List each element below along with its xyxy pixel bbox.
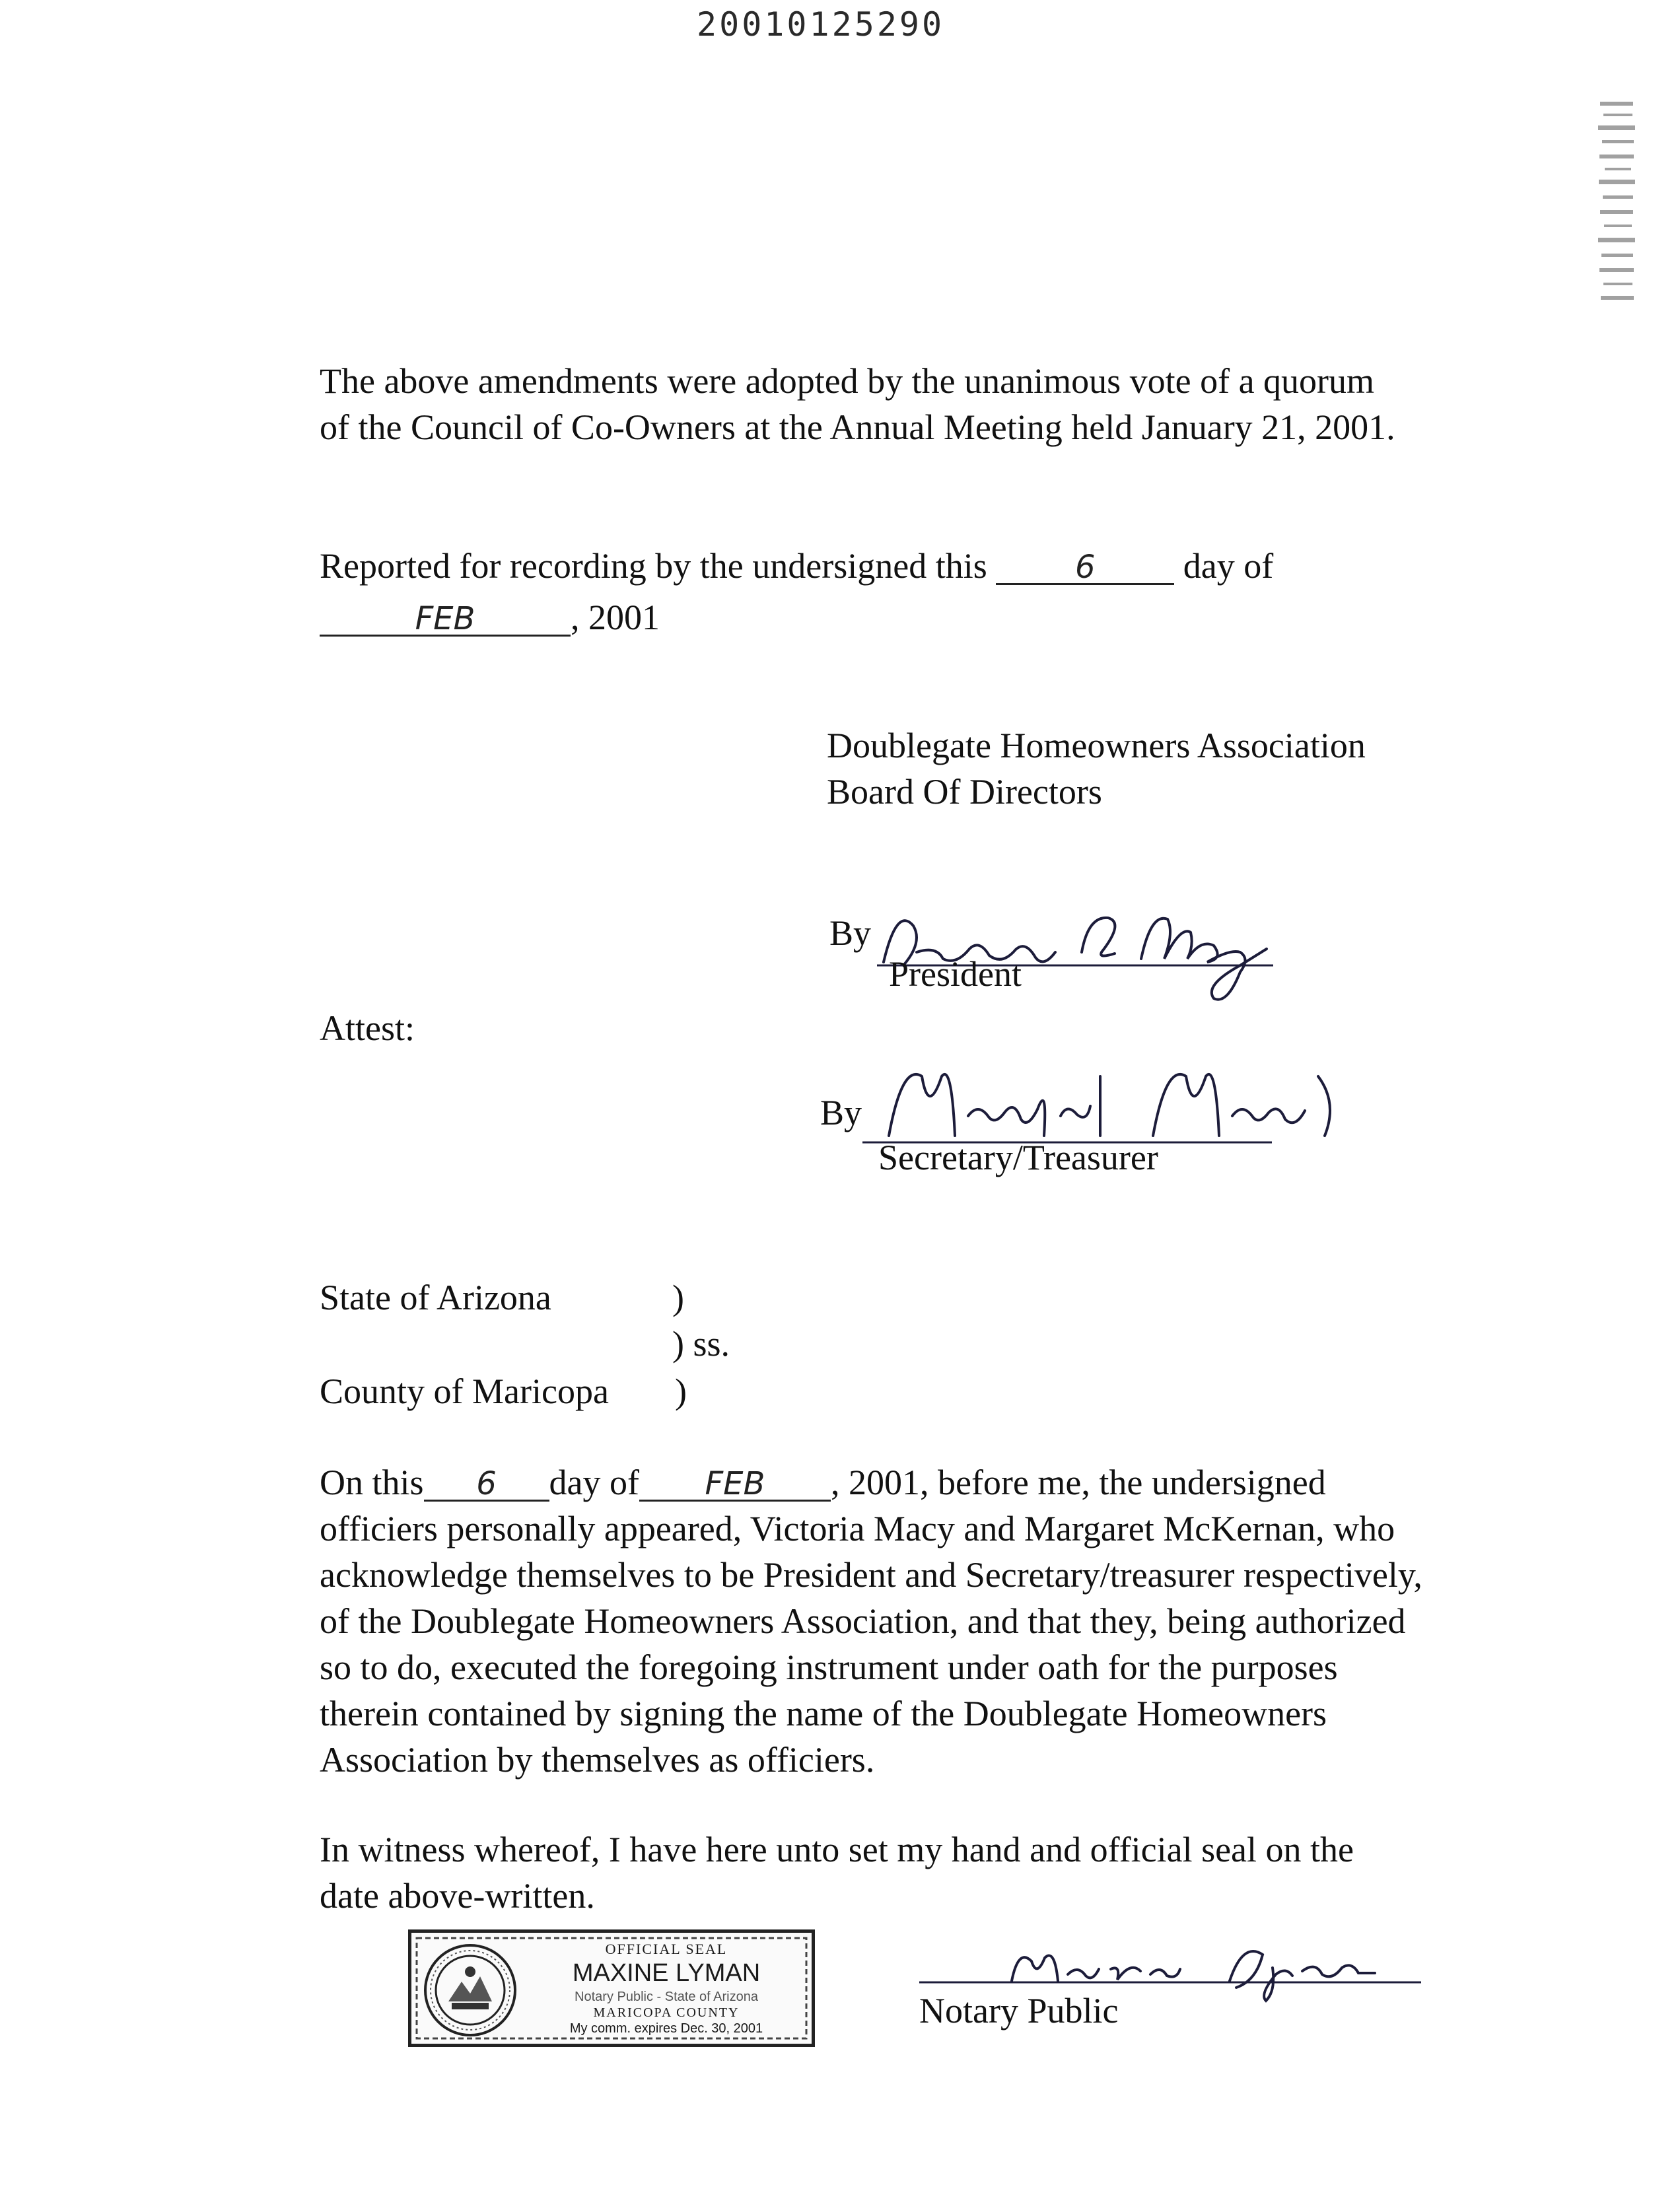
recording-line-1 <box>320 543 1273 589</box>
recording-year: , 2001 <box>571 598 660 637</box>
notary-title: Notary Public <box>919 1991 1119 2031</box>
state-label: State of Arizona <box>320 1278 551 1317</box>
seal-state-line: Notary Public - State of Arizona <box>575 1990 758 2004</box>
acknowledgment-line-4: of the Doublegate Homeowners Association, and that they, being authorized <box>320 1601 1406 1641</box>
seal-expiration-line: My comm. expires Dec. 30, 2001 <box>569 2021 763 2036</box>
ack-line-1-rest: , 2001, before me, the undersigned <box>830 1463 1326 1502</box>
acknowledgment-line-3: acknowledge themselves to be President and Secretary/treasurer respectively, <box>320 1555 1422 1595</box>
ack-month-field: FEB <box>639 1468 831 1502</box>
organization-body: Board Of Directors <box>827 772 1102 812</box>
witness-line-1: In witness whereof, I have here unto set my hand and official seal on the <box>320 1830 1354 1869</box>
seal-county-line: MARICOPA COUNTY <box>593 2005 740 2020</box>
attest-label: Attest: <box>320 1008 415 1048</box>
document-number: 20010125290 <box>697 5 945 44</box>
resolution-line-2: of the Council of Co-Owners at the Annual Meeting held January 21, 2001. <box>320 407 1395 447</box>
secretary-by-label: By <box>820 1093 862 1132</box>
acknowledgment-line-5: so to do, executed the foregoing instrument under oath for the purposes <box>320 1648 1338 1687</box>
ack-day-of: day of <box>549 1463 639 1502</box>
ack-on-this: On this <box>320 1463 424 1502</box>
state-paren: ) <box>672 1278 684 1317</box>
recording-day-suffix: day of <box>1183 546 1274 586</box>
recording-line-2 <box>320 594 660 641</box>
president-title: President <box>889 954 1022 994</box>
organization-name: Doublegate Homeowners Association <box>827 726 1366 765</box>
seal-heading: OFFICIAL SEAL <box>605 1941 728 1957</box>
notary-seal-stamp <box>408 1929 815 2047</box>
acknowledgment-line-1 <box>320 1459 1326 1506</box>
recording-day-field: 6 <box>996 551 1174 585</box>
scan-margin-noise <box>1597 99 1643 310</box>
recording-month-field: FEB <box>320 603 571 637</box>
president-by-label: By <box>829 913 872 953</box>
acknowledgment-line-2: officiers personally appeared, Victoria Macy and Margaret McKernan, who <box>320 1509 1395 1548</box>
ack-day-field: 6 <box>424 1468 549 1502</box>
recording-prefix: Reported for recording by the undersigned this <box>320 546 987 586</box>
witness-line-2: date above-written. <box>320 1876 595 1916</box>
county-label: County of Maricopa <box>320 1371 609 1411</box>
county-paren: ) <box>675 1371 687 1411</box>
acknowledgment-line-7: Association by themselves as officiers. <box>320 1740 875 1780</box>
seal-notary-name: MAXINE LYMAN <box>572 1959 761 1987</box>
resolution-line-1: The above amendments were adopted by the unanimous vote of a quorum <box>320 361 1375 401</box>
acknowledgment-line-6: therein contained by signing the name of the Doublegate Homeowners <box>320 1694 1327 1733</box>
secretary-title: Secretary/Treasurer <box>878 1138 1158 1177</box>
ss-label: ) ss. <box>672 1324 730 1364</box>
arizona-seal-icon <box>422 1942 518 2038</box>
